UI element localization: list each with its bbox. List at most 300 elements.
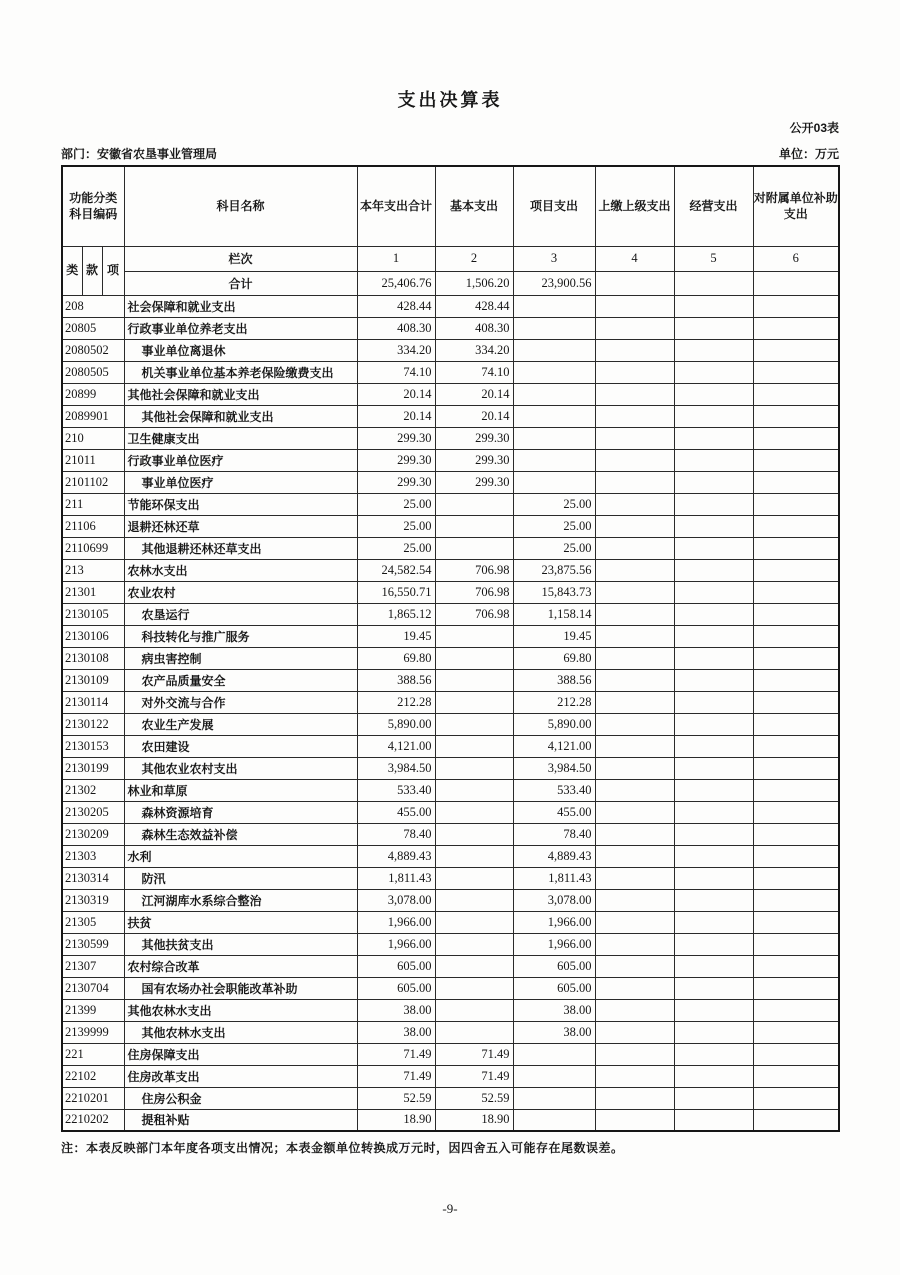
row-value-6: [753, 691, 839, 713]
row-value-2: [435, 801, 513, 823]
row-value-3: 38.00: [513, 999, 595, 1021]
row-code: 21305: [62, 911, 124, 933]
row-value-4: [595, 625, 674, 647]
row-value-6: [753, 889, 839, 911]
form-code-label: 公开03表: [789, 121, 839, 135]
row-code: 2139999: [62, 1021, 124, 1043]
row-value-2: 706.98: [435, 581, 513, 603]
row-value-3: [513, 471, 595, 493]
row-value-5: [674, 559, 753, 581]
row-value-5: [674, 493, 753, 515]
table-row: [62, 581, 839, 603]
row-value-5: [674, 977, 753, 999]
row-value-2: [435, 735, 513, 757]
row-value-6: [753, 801, 839, 823]
row-value-2: [435, 625, 513, 647]
row-value-4: [595, 559, 674, 581]
row-value-5: [674, 779, 753, 801]
row-value-1: 388.56: [357, 669, 435, 691]
row-value-6: [753, 1021, 839, 1043]
row-value-3: [513, 317, 595, 339]
row-subject-name: 其他农林水支出: [124, 999, 357, 1021]
table-row: [62, 1087, 839, 1109]
row-code: 2130109: [62, 669, 124, 691]
row-subject-name: 提租补贴: [124, 1109, 357, 1131]
row-value-5: [674, 1043, 753, 1065]
row-value-2: [435, 999, 513, 1021]
total-value-2: 1,506.20: [435, 271, 513, 295]
row-value-4: [595, 779, 674, 801]
row-subject-name: 住房改革支出: [124, 1065, 357, 1087]
row-value-6: [753, 1065, 839, 1087]
row-value-5: [674, 823, 753, 845]
row-value-1: 20.14: [357, 383, 435, 405]
page-title: 支出决算表: [397, 90, 503, 110]
row-value-3: 38.00: [513, 1021, 595, 1043]
row-value-2: [435, 889, 513, 911]
row-value-5: [674, 1087, 753, 1109]
row-code: 2130599: [62, 933, 124, 955]
row-value-5: [674, 625, 753, 647]
row-value-2: 20.14: [435, 405, 513, 427]
row-value-6: [753, 977, 839, 999]
row-value-6: [753, 867, 839, 889]
row-value-6: [753, 471, 839, 493]
row-value-1: 78.40: [357, 823, 435, 845]
table-row: [62, 361, 839, 383]
row-value-6: [753, 713, 839, 735]
table-row: [62, 713, 839, 735]
row-value-2: 18.90: [435, 1109, 513, 1131]
row-value-1: 5,890.00: [357, 713, 435, 735]
row-value-3: 212.28: [513, 691, 595, 713]
row-value-1: 16,550.71: [357, 581, 435, 603]
row-value-4: [595, 383, 674, 405]
row-value-6: [753, 669, 839, 691]
table-row: [62, 1021, 839, 1043]
row-code: 22102: [62, 1065, 124, 1087]
row-value-6: [753, 581, 839, 603]
row-value-3: 25.00: [513, 493, 595, 515]
row-value-3: [513, 1109, 595, 1131]
row-value-6: [753, 317, 839, 339]
row-value-6: [753, 603, 839, 625]
row-value-6: [753, 559, 839, 581]
row-value-3: [513, 449, 595, 471]
row-code: 2130314: [62, 867, 124, 889]
row-value-5: [674, 361, 753, 383]
row-value-4: [595, 471, 674, 493]
code-group-line1: 功能分类: [69, 191, 118, 206]
row-subject-name: 病虫害控制: [124, 647, 357, 669]
table-row: [62, 955, 839, 977]
row-value-4: [595, 1043, 674, 1065]
row-code: 2110699: [62, 537, 124, 559]
row-value-2: 706.98: [435, 559, 513, 581]
table-row: [62, 801, 839, 823]
row-value-4: [595, 295, 674, 317]
row-subject-name: 林业和草原: [124, 779, 357, 801]
row-subject-name: 农垦运行: [124, 603, 357, 625]
table-row: [62, 933, 839, 955]
table-row: [62, 1109, 839, 1131]
row-value-1: 38.00: [357, 1021, 435, 1043]
row-value-2: [435, 955, 513, 977]
row-code: 2130319: [62, 889, 124, 911]
table-row: [62, 383, 839, 405]
footnote: 注：本表反映部门本年度各项支出情况；本表金额单位转换成万元时，因四舍五入可能存在尾数误差。: [61, 1141, 624, 1155]
row-value-1: 4,121.00: [357, 735, 435, 757]
row-subject-name: 水利: [124, 845, 357, 867]
row-value-3: [513, 383, 595, 405]
table-row: [62, 691, 839, 713]
row-subject-name: 机关事业单位基本养老保险缴费支出: [124, 361, 357, 383]
col-header-project-expenditure: 项目支出: [513, 166, 595, 246]
column-index-1: 1: [357, 246, 435, 271]
row-value-3: 1,966.00: [513, 933, 595, 955]
row-value-5: [674, 933, 753, 955]
total-value-5: [674, 271, 753, 295]
total-value-1: 25,406.76: [357, 271, 435, 295]
row-value-4: [595, 361, 674, 383]
row-subject-name: 江河湖库水系综合整治: [124, 889, 357, 911]
row-value-4: [595, 889, 674, 911]
row-value-1: 25.00: [357, 537, 435, 559]
row-value-2: 299.30: [435, 471, 513, 493]
header-row-main: [62, 166, 839, 246]
total-row: [62, 271, 839, 295]
row-value-6: [753, 1043, 839, 1065]
total-row-label: 合计: [124, 271, 357, 295]
col-header-current-year-total: 本年支出合计: [357, 166, 435, 246]
row-subject-name: 森林生态效益补偿: [124, 823, 357, 845]
row-value-1: 69.80: [357, 647, 435, 669]
row-value-3: 605.00: [513, 955, 595, 977]
row-code: 2130704: [62, 977, 124, 999]
row-value-5: [674, 405, 753, 427]
row-value-4: [595, 537, 674, 559]
row-value-4: [595, 977, 674, 999]
total-value-4: [595, 271, 674, 295]
table-row: [62, 449, 839, 471]
row-value-1: 605.00: [357, 977, 435, 999]
row-value-2: [435, 691, 513, 713]
row-subject-name: 其他农林水支出: [124, 1021, 357, 1043]
row-value-3: 533.40: [513, 779, 595, 801]
row-value-2: 71.49: [435, 1065, 513, 1087]
table-row: [62, 647, 839, 669]
table-row: [62, 471, 839, 493]
table-row: [62, 845, 839, 867]
table-row: [62, 559, 839, 581]
table-row: [62, 757, 839, 779]
row-value-4: [595, 493, 674, 515]
row-value-3: 25.00: [513, 515, 595, 537]
row-code: 21307: [62, 955, 124, 977]
row-value-3: [513, 427, 595, 449]
row-value-1: 38.00: [357, 999, 435, 1021]
row-subject-name: 事业单位离退休: [124, 339, 357, 361]
row-value-4: [595, 933, 674, 955]
row-value-1: 1,966.00: [357, 933, 435, 955]
row-value-1: 428.44: [357, 295, 435, 317]
row-code: 20899: [62, 383, 124, 405]
table-row: [62, 999, 839, 1021]
column-index-2: 2: [435, 246, 513, 271]
row-value-2: 74.10: [435, 361, 513, 383]
lanci-label: 栏次: [124, 246, 357, 271]
row-code: 21106: [62, 515, 124, 537]
subject-name-header: 科目名称: [124, 166, 357, 246]
row-value-2: 706.98: [435, 603, 513, 625]
table-row: [62, 493, 839, 515]
row-value-3: 1,811.43: [513, 867, 595, 889]
row-value-1: 1,865.12: [357, 603, 435, 625]
code-group-line2: 科目编码: [69, 207, 118, 222]
row-subject-name: 行政事业单位养老支出: [124, 317, 357, 339]
row-value-6: [753, 295, 839, 317]
row-code: 2089901: [62, 405, 124, 427]
row-value-4: [595, 449, 674, 471]
row-value-5: [674, 581, 753, 603]
row-code: 2130114: [62, 691, 124, 713]
row-value-4: [595, 735, 674, 757]
row-value-6: [753, 999, 839, 1021]
row-value-1: 24,582.54: [357, 559, 435, 581]
row-value-5: [674, 339, 753, 361]
row-value-3: 15,843.73: [513, 581, 595, 603]
row-value-4: [595, 691, 674, 713]
row-subject-name: 农产品质量安全: [124, 669, 357, 691]
row-value-3: 4,121.00: [513, 735, 595, 757]
table-row: [62, 1043, 839, 1065]
row-value-5: [674, 713, 753, 735]
row-code: 21011: [62, 449, 124, 471]
department-label: 部门：安徽省农垦事业管理局: [61, 147, 218, 161]
row-value-6: [753, 515, 839, 537]
row-value-4: [595, 823, 674, 845]
table-row: [62, 823, 839, 845]
row-subject-name: 行政事业单位医疗: [124, 449, 357, 471]
row-value-6: [753, 493, 839, 515]
table-row: [62, 515, 839, 537]
column-index-6: 6: [753, 246, 839, 271]
row-value-2: [435, 911, 513, 933]
column-index-4: 4: [595, 246, 674, 271]
row-value-4: [595, 581, 674, 603]
row-value-3: 605.00: [513, 977, 595, 999]
row-value-2: [435, 867, 513, 889]
row-value-6: [753, 449, 839, 471]
table-row: [62, 339, 839, 361]
table-row: [62, 911, 839, 933]
row-value-6: [753, 823, 839, 845]
row-value-3: 3,078.00: [513, 889, 595, 911]
row-value-2: [435, 845, 513, 867]
row-code: 2080505: [62, 361, 124, 383]
code-group-header: [62, 166, 124, 246]
row-value-3: [513, 361, 595, 383]
row-value-4: [595, 317, 674, 339]
row-subject-name: 其他农业农村支出: [124, 757, 357, 779]
row-subject-name: 国有农场办社会职能改革补助: [124, 977, 357, 999]
row-subject-name: 社会保障和就业支出: [124, 295, 357, 317]
row-code: 211: [62, 493, 124, 515]
row-value-1: 334.20: [357, 339, 435, 361]
expenditure-table: [61, 165, 840, 1132]
row-value-5: [674, 515, 753, 537]
row-subject-name: 住房保障支出: [124, 1043, 357, 1065]
row-value-1: 71.49: [357, 1065, 435, 1087]
row-value-4: [595, 1109, 674, 1131]
col-header-subsidy-to-subordinates: 对附属单位补助支出: [753, 166, 839, 246]
row-value-3: 1,158.14: [513, 603, 595, 625]
row-subject-name: 农林水支出: [124, 559, 357, 581]
row-value-2: [435, 757, 513, 779]
row-value-6: [753, 537, 839, 559]
row-subject-name: 住房公积金: [124, 1087, 357, 1109]
row-value-4: [595, 845, 674, 867]
row-value-1: 605.00: [357, 955, 435, 977]
row-value-6: [753, 779, 839, 801]
table-row: [62, 669, 839, 691]
row-value-2: 334.20: [435, 339, 513, 361]
row-value-4: [595, 955, 674, 977]
table-row: [62, 405, 839, 427]
row-value-5: [674, 801, 753, 823]
row-value-4: [595, 911, 674, 933]
row-code: 21303: [62, 845, 124, 867]
row-value-1: 408.30: [357, 317, 435, 339]
row-code: 2210202: [62, 1109, 124, 1131]
row-value-2: [435, 515, 513, 537]
row-value-6: [753, 405, 839, 427]
row-value-5: [674, 911, 753, 933]
row-subject-name: 对外交流与合作: [124, 691, 357, 713]
row-value-3: [513, 295, 595, 317]
row-value-3: 1,966.00: [513, 911, 595, 933]
row-value-5: [674, 845, 753, 867]
row-value-3: 69.80: [513, 647, 595, 669]
row-value-5: [674, 1109, 753, 1131]
row-value-1: 25.00: [357, 515, 435, 537]
row-code: 2130153: [62, 735, 124, 757]
row-value-2: 299.30: [435, 449, 513, 471]
row-value-3: [513, 405, 595, 427]
table-row: [62, 977, 839, 999]
row-value-4: [595, 515, 674, 537]
row-value-1: 533.40: [357, 779, 435, 801]
row-value-6: [753, 757, 839, 779]
row-value-2: [435, 713, 513, 735]
row-value-4: [595, 757, 674, 779]
row-subject-name: 防汛: [124, 867, 357, 889]
row-code: 221: [62, 1043, 124, 1065]
row-value-1: 1,966.00: [357, 911, 435, 933]
code-sub-header-kuan: 款: [82, 246, 102, 295]
row-value-4: [595, 405, 674, 427]
row-value-2: 52.59: [435, 1087, 513, 1109]
row-value-6: [753, 955, 839, 977]
row-value-5: [674, 647, 753, 669]
row-subject-name: 农村综合改革: [124, 955, 357, 977]
row-code: 20805: [62, 317, 124, 339]
row-value-1: 19.45: [357, 625, 435, 647]
row-value-5: [674, 735, 753, 757]
meta-row: [61, 145, 839, 162]
row-value-5: [674, 889, 753, 911]
row-code: 2130205: [62, 801, 124, 823]
row-value-3: 455.00: [513, 801, 595, 823]
row-subject-name: 退耕还林还草: [124, 515, 357, 537]
row-subject-name: 科技转化与推广服务: [124, 625, 357, 647]
row-value-3: 388.56: [513, 669, 595, 691]
row-value-4: [595, 647, 674, 669]
code-sub-header-lei: 类: [62, 246, 82, 295]
row-code: 2101102: [62, 471, 124, 493]
row-value-1: 299.30: [357, 427, 435, 449]
row-value-5: [674, 537, 753, 559]
row-value-3: 25.00: [513, 537, 595, 559]
row-value-4: [595, 1065, 674, 1087]
row-subject-name: 农业农村: [124, 581, 357, 603]
row-value-1: 18.90: [357, 1109, 435, 1131]
row-subject-name: 其他退耕还林还草支出: [124, 537, 357, 559]
row-value-3: 4,889.43: [513, 845, 595, 867]
row-value-2: [435, 779, 513, 801]
column-index-3: 3: [513, 246, 595, 271]
row-value-6: [753, 1087, 839, 1109]
row-code: 208: [62, 295, 124, 317]
row-value-4: [595, 999, 674, 1021]
row-value-5: [674, 383, 753, 405]
row-value-4: [595, 867, 674, 889]
row-value-6: [753, 933, 839, 955]
row-value-1: 74.10: [357, 361, 435, 383]
row-code: 2080502: [62, 339, 124, 361]
row-value-6: [753, 845, 839, 867]
row-value-2: [435, 933, 513, 955]
table-row: [62, 889, 839, 911]
row-value-4: [595, 427, 674, 449]
header-row-column-index: [62, 246, 839, 271]
row-code: 2130199: [62, 757, 124, 779]
row-subject-name: 其他社会保障和就业支出: [124, 405, 357, 427]
row-subject-name: 事业单位医疗: [124, 471, 357, 493]
row-value-6: [753, 361, 839, 383]
row-code: 21302: [62, 779, 124, 801]
row-value-3: 3,984.50: [513, 757, 595, 779]
row-value-5: [674, 867, 753, 889]
table-row: [62, 603, 839, 625]
row-code: 2130122: [62, 713, 124, 735]
row-subject-name: 卫生健康支出: [124, 427, 357, 449]
row-value-2: [435, 977, 513, 999]
row-value-4: [595, 1087, 674, 1109]
row-value-5: [674, 669, 753, 691]
row-code: 2210201: [62, 1087, 124, 1109]
row-code: 2130209: [62, 823, 124, 845]
row-value-5: [674, 1021, 753, 1043]
row-value-2: [435, 669, 513, 691]
row-value-4: [595, 713, 674, 735]
row-value-6: [753, 911, 839, 933]
table-row: [62, 735, 839, 757]
row-value-1: 4,889.43: [357, 845, 435, 867]
row-value-3: 78.40: [513, 823, 595, 845]
row-value-2: 299.30: [435, 427, 513, 449]
row-value-2: [435, 647, 513, 669]
